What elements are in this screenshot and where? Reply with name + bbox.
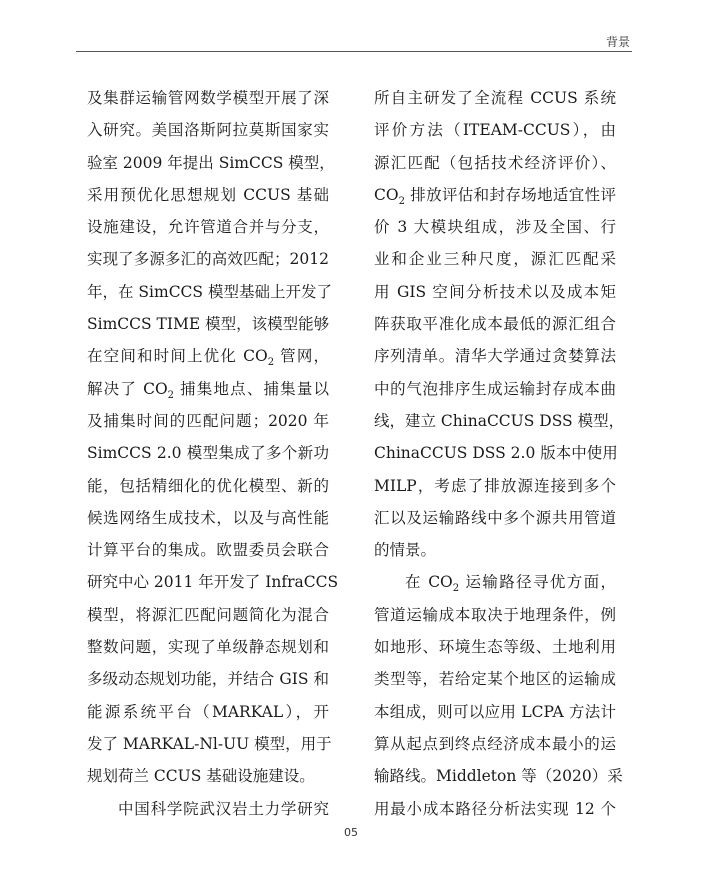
text-line: 年，在 SimCCS 模型基础上开发了 — [87, 282, 332, 301]
text-line: 候选网络生成技术，以及与高性能 — [87, 508, 329, 527]
text-line: 汇以及运输路线中多个源共用管道 — [374, 508, 616, 527]
text-line — [87, 373, 329, 405]
text-fragment: 捕集地点、捕集量以 — [174, 379, 329, 398]
text-line: 实现了多源多汇的高效匹配；2012 — [87, 250, 329, 269]
page-number: 05 — [344, 826, 358, 839]
text-line: 设施建设，允许管道合并与分支， — [87, 218, 329, 237]
text-line: 用最小成本路径分析法实现 12 个 — [374, 799, 616, 818]
text-line: 及集群运输管网数学模型开展了深 — [87, 89, 329, 107]
text-line: 整数问题，实现了单级静态规划和 — [87, 638, 329, 657]
text-line: 输路线。Middleton 等（2020）采 — [374, 767, 623, 786]
header-divider — [76, 51, 632, 52]
text-line: MILP，考虑了排放源连接到多个 — [374, 476, 616, 495]
text-line: 中国科学院武汉岩土力学研究 — [118, 799, 329, 818]
text-fragment: 解决了 CO — [87, 379, 168, 398]
text-line: 价 3 大模块组成，涉及全国、行 — [374, 218, 616, 237]
subscript: 2 — [267, 357, 275, 369]
text-line: 算从起点到终点经济成本最小的运 — [374, 734, 616, 753]
text-line: 所自主研发了全流程 CCUS 系统 — [374, 89, 616, 107]
text-line: 用 GIS 空间分析技术以及成本矩 — [374, 282, 616, 301]
text-line — [374, 179, 616, 211]
text-line: 多级动态规划功能，并结合 GIS 和 — [87, 670, 329, 689]
text-fragment: 排放评估和封存场地适宜性评 — [404, 185, 616, 204]
text-line: 入研究。美国洛斯阿拉莫斯国家实 — [87, 121, 329, 140]
text-line: 发了 MARKAL-Nl-UU 模型，用于 — [87, 734, 332, 753]
text-fragment: 在空间和时间上优化 CO — [87, 347, 268, 366]
text-line: SimCCS TIME 模型，该模型能够 — [87, 315, 330, 334]
text-line: 类型等，若给定某个地区的运输成 — [374, 670, 616, 689]
text-line: 如地形、环境生态等级、土地利用 — [374, 638, 616, 657]
text-line: 验室 2009 年提出 SimCCS 模型， — [87, 153, 335, 172]
text-fragment: CO — [374, 185, 399, 204]
text-line: 规划荷兰 CCUS 基础设施建设。 — [87, 767, 315, 786]
text-line — [87, 340, 329, 372]
section-header-label: 背景 — [605, 35, 630, 49]
subscript: 2 — [167, 389, 175, 401]
text-line: 源汇匹配（包括技术经济评价）、 — [374, 153, 616, 172]
text-line: SimCCS 2.0 模型集成了多个新功 — [87, 444, 329, 463]
text-line: 能，包括精细化的优化模型、新的 — [87, 476, 329, 495]
text-line: 及捕集时间的匹配问题；2020 年 — [87, 411, 329, 430]
text-line — [374, 566, 616, 598]
text-line: 中的气泡排序生成运输封存成本曲 — [374, 379, 616, 398]
text-line: 管道运输成本取决于地理条件，例 — [374, 605, 616, 624]
text-line: ChinaCCUS DSS 2.0 版本中使用 — [374, 444, 618, 463]
right-text-column — [374, 82, 625, 825]
text-line: 阵获取平准化成本最低的源汇组合 — [374, 315, 616, 334]
text-line: 研究中心 2011 年开发了 InfraCCS — [87, 573, 339, 592]
text-line: 序列清单。清华大学通过贪婪算法 — [374, 347, 616, 366]
text-line: 能源系统平台（MARKAL），开 — [87, 702, 329, 721]
text-line: 模型，将源汇匹配问题简化为混合 — [87, 605, 329, 624]
text-fragment: 管网， — [274, 347, 329, 366]
left-text-column — [87, 82, 339, 825]
text-line: 业和企业三种尺度，源汇匹配采 — [374, 250, 616, 269]
text-line: 本组成，则可以应用 LCPA 方法计 — [374, 702, 616, 721]
text-fragment: 在 CO — [405, 573, 453, 592]
text-line: 线，建立 ChinaCCUS DSS 模型， — [374, 411, 625, 430]
text-fragment: 运输路径寻优方面， — [459, 573, 616, 592]
text-line: 的情景。 — [374, 541, 437, 560]
text-line: 采用预优化思想规划 CCUS 基础 — [87, 185, 329, 204]
subscript: 2 — [452, 583, 460, 595]
text-line: 评价方法（ITEAM-CCUS），由 — [374, 121, 616, 140]
text-line: 计算平台的集成。欧盟委员会联合 — [87, 541, 329, 560]
subscript: 2 — [398, 195, 405, 207]
